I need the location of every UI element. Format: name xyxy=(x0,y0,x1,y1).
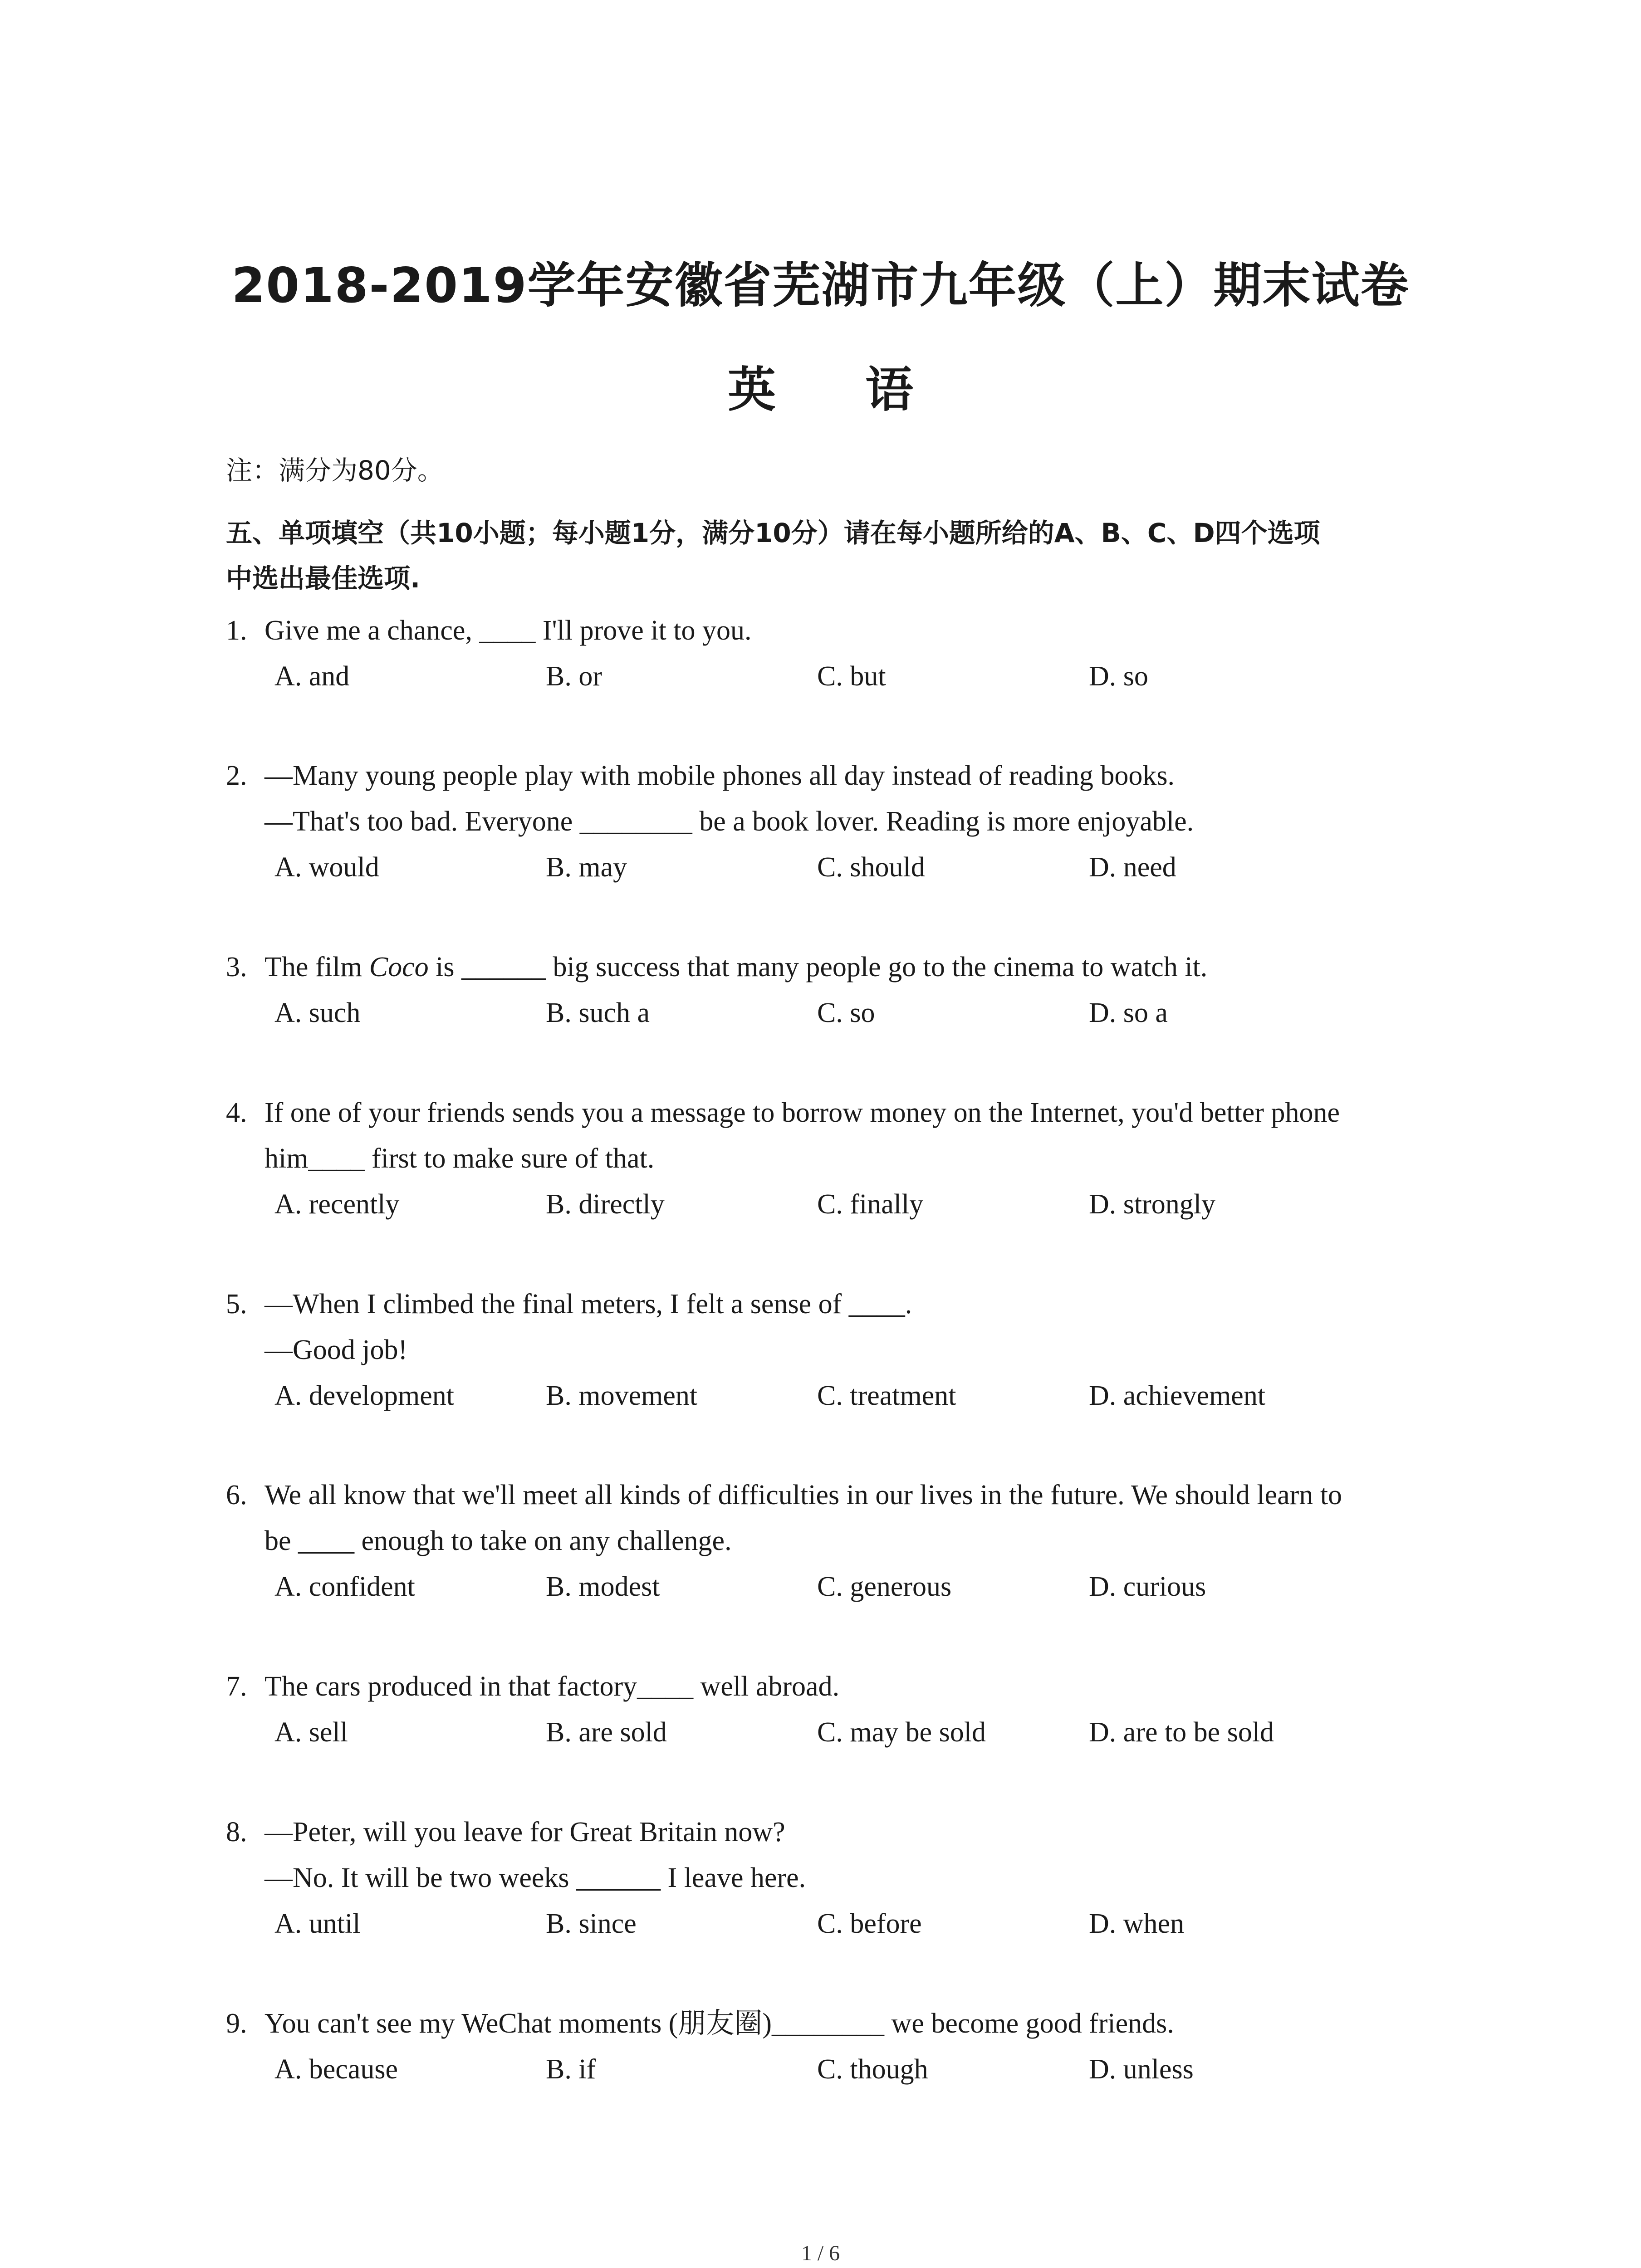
question-line xyxy=(226,1136,1496,1182)
stem-text: The film xyxy=(265,952,369,982)
question-number: 4. xyxy=(226,1097,247,1128)
option-c: C. though xyxy=(817,2054,928,2085)
option-c: C. but xyxy=(817,661,886,692)
option-d: D. when xyxy=(1089,1908,1185,1939)
question-8 xyxy=(226,1809,1496,1947)
option-c: C. finally xyxy=(817,1189,924,1220)
option-row xyxy=(226,990,1496,1036)
question-stem xyxy=(265,944,1207,990)
question-stem: The cars produced in that factory____ well abroad. xyxy=(265,1671,840,1702)
option-c: C. before xyxy=(817,1908,922,1939)
question-4 xyxy=(226,1090,1496,1227)
option-d: D. unless xyxy=(1089,2054,1194,2085)
question-number: 8. xyxy=(226,1817,247,1848)
option-a: A. such xyxy=(274,997,361,1028)
option-d: D. achievement xyxy=(1089,1380,1266,1411)
option-b: B. since xyxy=(546,1908,637,1939)
question-line xyxy=(226,944,1496,990)
option-a: A. and xyxy=(274,661,350,692)
question-2 xyxy=(226,753,1496,890)
option-c: C. generous xyxy=(817,1571,952,1602)
option-a: A. would xyxy=(274,852,379,883)
question-line xyxy=(226,1664,1496,1710)
option-row xyxy=(226,654,1496,699)
option-c: C. treatment xyxy=(817,1380,956,1411)
question-line xyxy=(226,1518,1496,1564)
question-3 xyxy=(226,944,1496,1036)
option-d: D. are to be sold xyxy=(1089,1717,1274,1748)
option-a: A. sell xyxy=(274,1717,348,1748)
option-b: B. or xyxy=(546,661,602,692)
question-number: 2. xyxy=(226,760,247,791)
option-b: B. directly xyxy=(546,1189,665,1220)
question-number: 1. xyxy=(226,615,247,646)
option-c: C. so xyxy=(817,997,875,1028)
film-title: Coco xyxy=(369,952,429,982)
option-row xyxy=(226,845,1496,890)
option-b: B. such a xyxy=(546,997,650,1028)
option-row xyxy=(226,1901,1496,1947)
option-d: D. strongly xyxy=(1089,1189,1215,1220)
page-number: 1 / 6 xyxy=(801,2241,840,2265)
question-line xyxy=(226,1281,1496,1327)
question-stem: be ____ enough to take on any challenge. xyxy=(265,1525,732,1556)
question-line xyxy=(226,799,1496,845)
question-stem: —Good job! xyxy=(265,1334,408,1365)
option-a: A. because xyxy=(274,2054,398,2085)
question-stem: You can't see my WeChat moments (朋友圈)________ we become good friends. xyxy=(265,2008,1174,2039)
question-stem: We all know that we'll meet all kinds of difficulties in our lives in the future. We should learn to xyxy=(265,1480,1342,1510)
option-row xyxy=(226,1564,1496,1610)
question-number: 3. xyxy=(226,952,247,982)
stem-text: is ______ big success that many people go to the cinema to watch it. xyxy=(428,952,1208,982)
option-a: A. development xyxy=(274,1380,455,1411)
question-number: 9. xyxy=(226,2008,247,2039)
option-d: D. need xyxy=(1089,852,1176,883)
question-stem: Give me a chance, ____ I'll prove it to you. xyxy=(265,615,752,646)
option-row xyxy=(226,1710,1496,1755)
option-row xyxy=(226,1182,1496,1227)
question-stem: —Peter, will you leave for Great Britain now? xyxy=(265,1817,785,1848)
question-number: 6. xyxy=(226,1480,247,1510)
instruction-line: 中选出最佳选项. xyxy=(226,563,421,594)
score-note: 注：满分为80分。 xyxy=(226,455,444,486)
option-d: D. so a xyxy=(1089,997,1168,1028)
question-number: 7. xyxy=(226,1671,247,1702)
question-line xyxy=(226,1090,1496,1136)
question-7 xyxy=(226,1664,1496,1755)
option-c: C. should xyxy=(817,852,925,883)
question-5 xyxy=(226,1281,1496,1419)
option-a: A. until xyxy=(274,1908,361,1939)
question-number: 5. xyxy=(226,1289,247,1320)
question-stem: If one of your friends sends you a message to borrow money on the Internet, you'd better phone xyxy=(265,1097,1340,1128)
question-line xyxy=(226,2001,1496,2047)
option-d: D. so xyxy=(1089,661,1148,692)
question-line xyxy=(226,1327,1496,1373)
option-a: A. confident xyxy=(274,1571,415,1602)
question-line xyxy=(226,1809,1496,1855)
option-d: D. curious xyxy=(1089,1571,1206,1602)
question-stem: —That's too bad. Everyone ________ be a book lover. Reading is more enjoyable. xyxy=(265,806,1194,837)
option-b: B. are sold xyxy=(546,1717,667,1748)
option-a: A. recently xyxy=(274,1189,400,1220)
question-stem: him____ first to make sure of that. xyxy=(265,1143,655,1174)
question-stem: —When I climbed the final meters, I felt a sense of ____. xyxy=(265,1289,912,1320)
question-1 xyxy=(226,608,1496,699)
option-b: B. movement xyxy=(546,1380,698,1411)
question-line xyxy=(226,1472,1496,1518)
subject-title: 英 语 xyxy=(728,362,950,418)
option-c: C. may be sold xyxy=(817,1717,986,1748)
option-b: B. may xyxy=(546,852,627,883)
question-line xyxy=(226,1855,1496,1901)
question-line xyxy=(226,608,1496,654)
option-row xyxy=(226,2047,1496,2092)
instruction-line: 五、单项填空（共10小题；每小题1分，满分10分）请在每小题所给的A、B、C、D四个选项 xyxy=(226,518,1320,548)
question-stem: —No. It will be two weeks ______ I leave here. xyxy=(265,1862,806,1893)
question-9 xyxy=(226,2001,1496,2092)
option-b: B. if xyxy=(546,2054,596,2085)
question-6 xyxy=(226,1472,1496,1610)
question-stem: —Many young people play with mobile phones all day instead of reading books. xyxy=(265,760,1175,791)
question-line xyxy=(226,753,1496,799)
option-b: B. modest xyxy=(546,1571,660,1602)
page-title: 2018-2019学年安徽省芜湖市九年级（上）期末试卷 xyxy=(231,258,1410,313)
option-row xyxy=(226,1373,1496,1419)
